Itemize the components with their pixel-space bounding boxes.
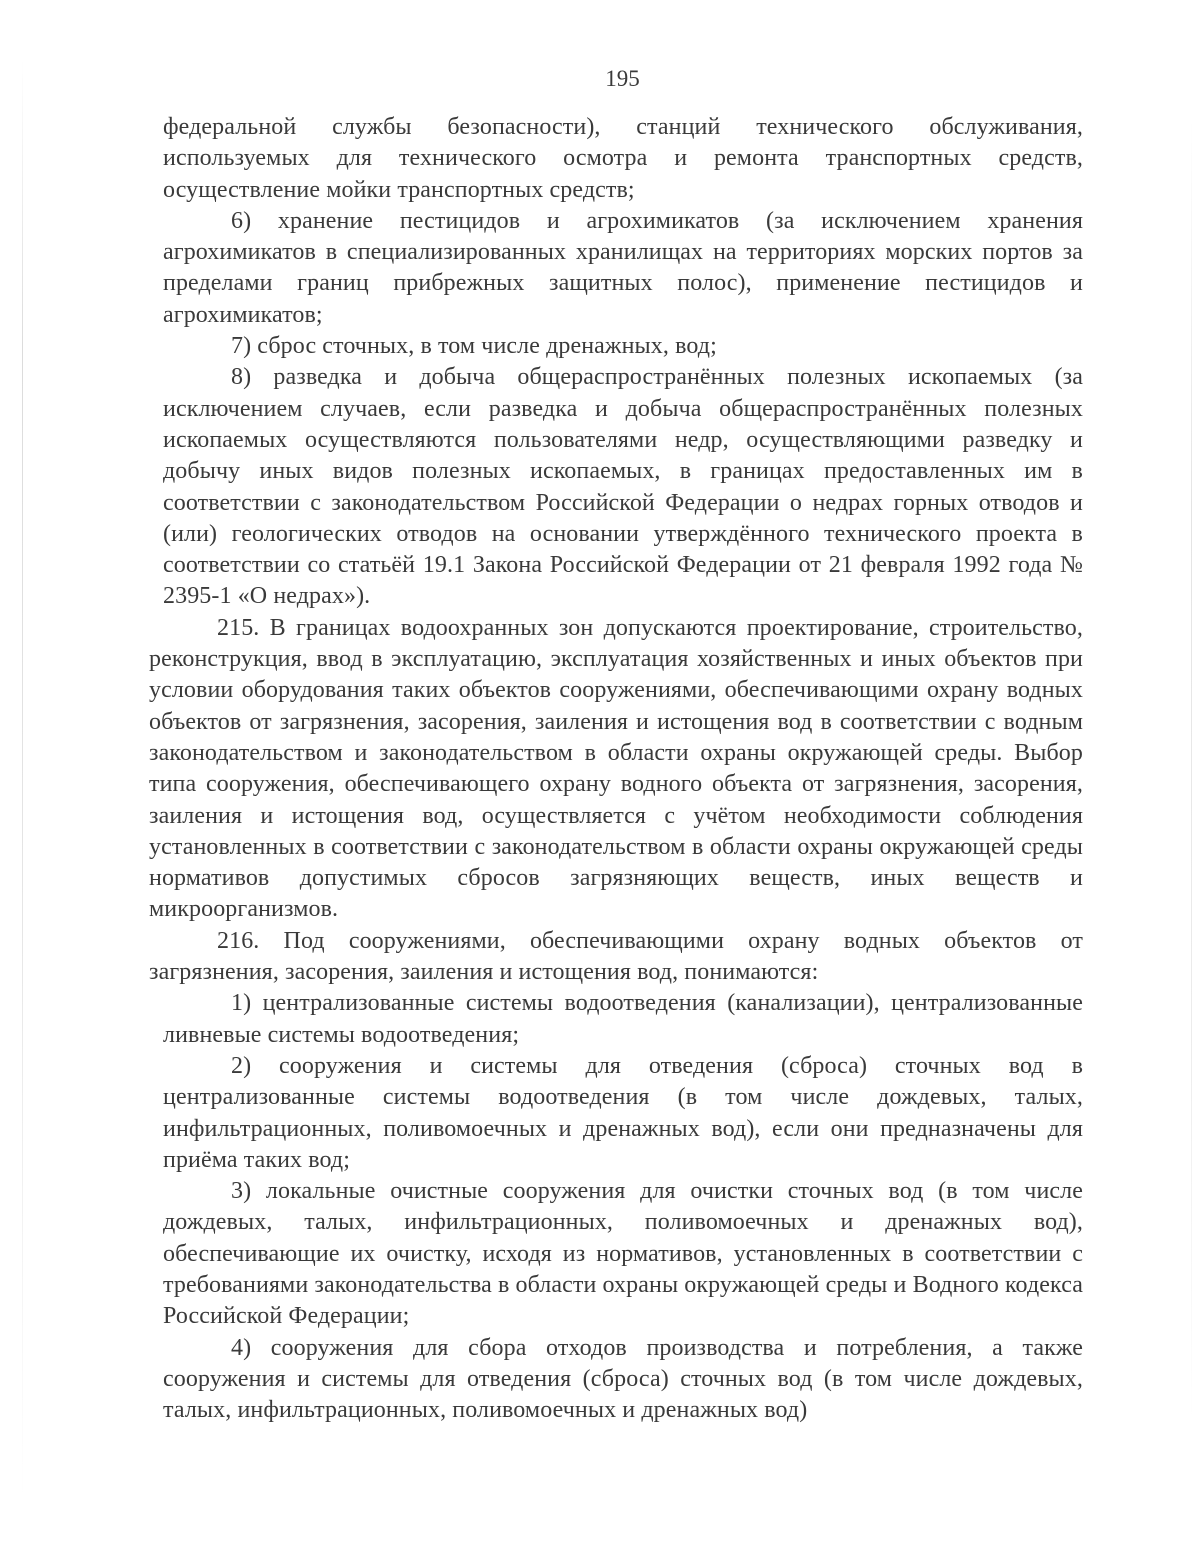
list-item-3: 3) локальные очистные сооружения для очистки сточных вод (в том числе дождевых, талых, инфильтрационных, поливомоечных и дренажных вод), обеспечивающие их очистку, исходя из нормативов, установленных в соответствии с требованиями законодательства в области охраны окружающей среды и Водного кодекса Российской Федерации; bbox=[163, 1178, 1083, 1330]
list-item-2: 2) сооружения и системы для отведения (сброса) сточных вод в централизованные системы водоотведения (в том числе дождевых, талых, инфильтрационных, поливомоечных и дренажных вод), если они предназначены для приёма таких вод; bbox=[163, 1052, 1083, 1173]
scan-edge-left bbox=[22, 60, 23, 1500]
paragraph-215: 215. В границах водоохранных зон допускаются проектирование, строительство, реконструкция, ввод в эксплуатацию, эксплуатация хозяйственных и иных объектов при условии оборудования таких объектов сооружениями, обеспечивающими охрану водных объектов от загрязнения, засорения, заиления и истощения вод в соответствии с водным законодательством и законодательством в области охраны окружающей среды. Выбор типа сооружения, обеспечивающего охрану водного объекта от загрязнения, засорения, заиления и истощения вод, осуществляется с учётом необходимости соблюдения установленных в соответствии с законодательством в области охраны окружающей среды нормативов допустимых сбросов загрязняющих веществ, иных веществ и микроорганизмов. bbox=[149, 614, 1083, 923]
paragraph-216: 216. Под сооружениями, обеспечивающими охрану водных объектов от загрязнения, засорения, заиления и истощения вод, понимаются: bbox=[149, 927, 1083, 986]
list-item-4: 4) сооружения для сбора отходов производства и потребления, а также сооружения и системы для отведения (сброса) сточных вод (в том числе дождевых, талых, инфильтрационных, поливомоечных и дренажных вод) bbox=[163, 1334, 1083, 1424]
page-number: 195 bbox=[605, 66, 640, 91]
list-item-1: 1) централизованные системы водоотведения (канализации), централизованные ливневые системы водоотведения; bbox=[163, 990, 1083, 1048]
scan-edge-right bbox=[1191, 120, 1192, 1420]
list-item-8: 8) разведка и добыча общераспространённых полезных ископаемых (за исключением случаев, если разведка и добыча общераспространённых полезных ископаемых осуществляются пользователями недр, осуществляющими разведку и добычу иных видов полезных ископаемых, в границах предоставленных им в соответствии с законодательством Российской Федерации о недрах горных отводов и (или) геологических отводов на основании утверждённого технического проекта в соответствии со статьёй 19.1 Закона Российской Федерации от 21 февраля 1992 года № 2395-1 «О недрах»). bbox=[163, 364, 1083, 610]
paragraph-continuation: федеральной службы безопасности), станций технического обслуживания, используемых для технического осмотра и ремонта транспортных средств, осуществление мойки транспортных средств; bbox=[163, 114, 1083, 203]
document-body bbox=[149, 112, 1083, 1426]
list-item-6: 6) хранение пестицидов и агрохимикатов (за исключением хранения агрохимикатов в специализированных хранилищах на территориях морских портов за пределами границ прибрежных защитных полос), применение пестицидов и агрохимикатов; bbox=[163, 207, 1083, 328]
list-item-7: 7) сброс сточных, в том числе дренажных, вод; bbox=[231, 333, 717, 360]
